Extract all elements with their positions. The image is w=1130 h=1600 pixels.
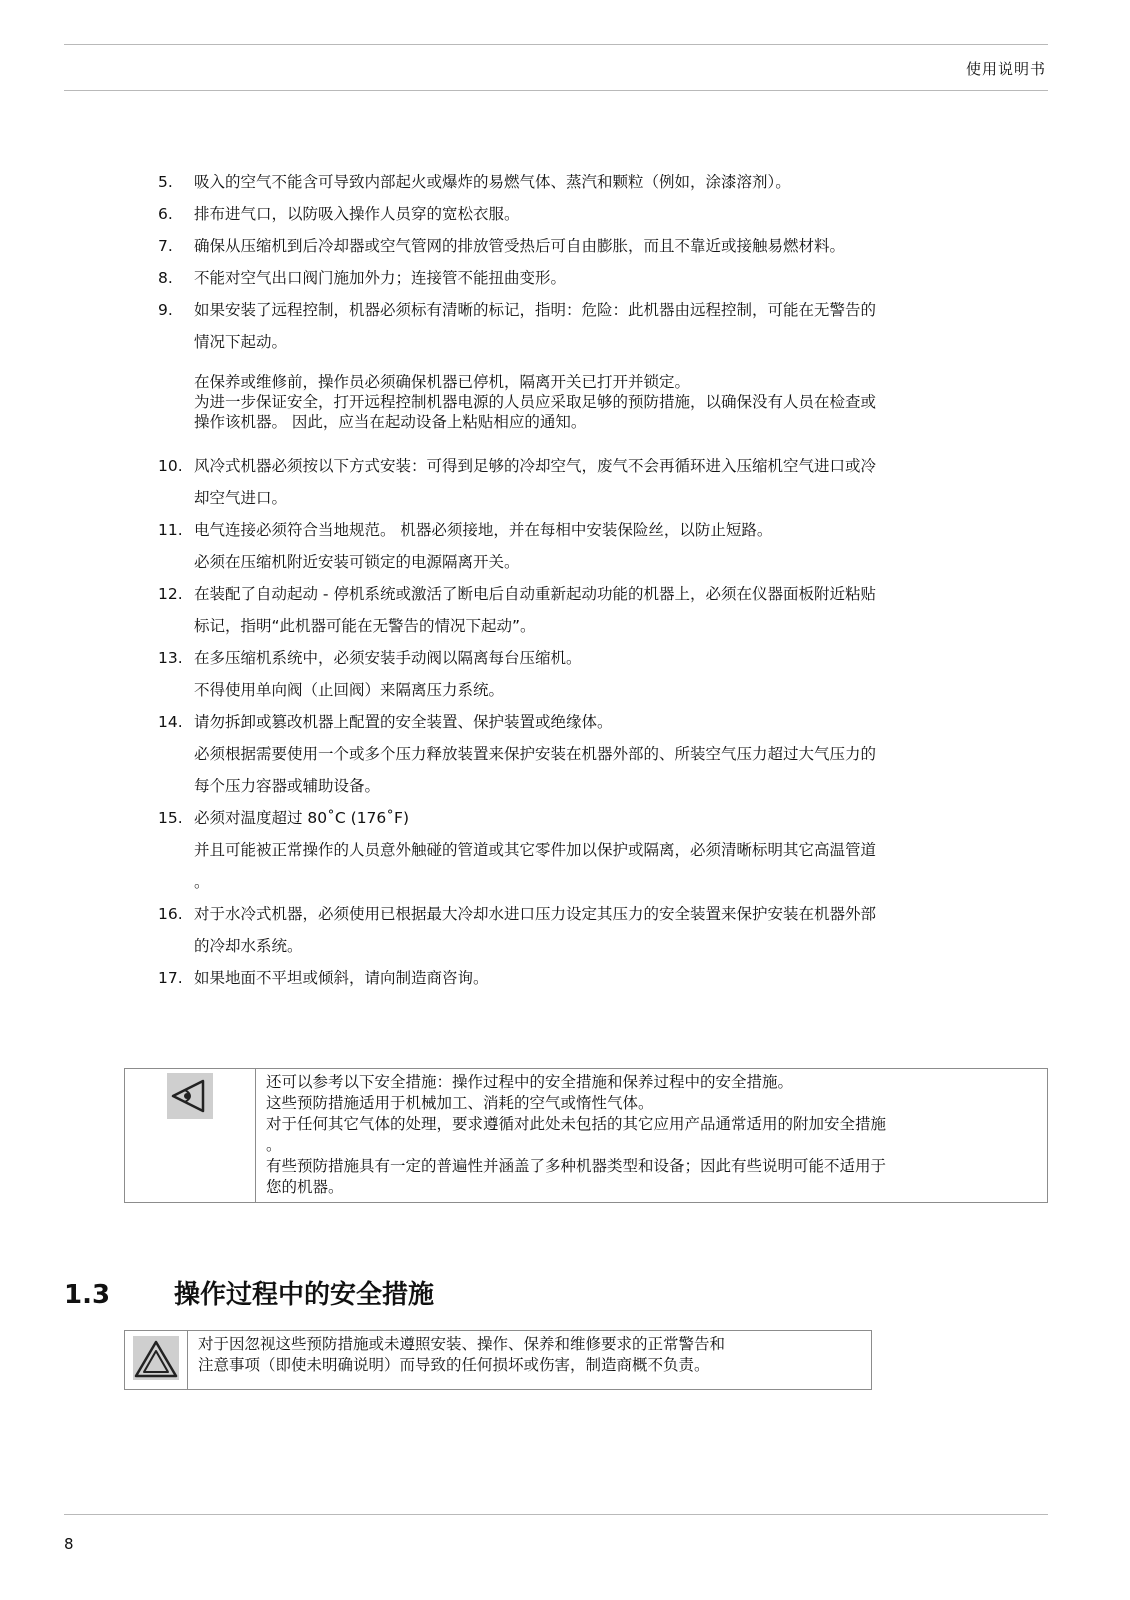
list-item	[158, 166, 1048, 198]
list-item-line: 情况下起动。	[194, 333, 288, 351]
list-item-line: 不能对空气出口阀门施加外力；连接管不能扭曲变形。	[194, 269, 567, 287]
list-item-text	[194, 898, 1048, 962]
header-title: 使用说明书	[965, 60, 1046, 78]
list-item	[158, 642, 1048, 706]
list-item	[158, 578, 1048, 642]
list-item	[158, 802, 1048, 898]
list-item-line: 必须在压缩机附近安装可锁定的电源隔离开关。	[194, 553, 520, 571]
warning-line: 注意事项（即使未明确说明）而导致的任何损坏或伤害，制造商概不负责。	[198, 1356, 710, 1374]
list-item-line: 确保从压缩机到后冷却器或空气管网的排放管受热后可自由膨胀，而且不靠近或接触易燃材料。	[194, 237, 846, 255]
list-item-line: 在多压缩机系统中，必须安装手动阀以隔离每台压缩机。	[194, 649, 582, 667]
list-item-number: 16.	[158, 905, 183, 923]
section-title: 操作过程中的安全措施	[174, 1280, 435, 1310]
list-item-number: 15.	[158, 809, 183, 827]
list-item-number: 12.	[158, 585, 183, 603]
list-item-number: 9.	[158, 301, 173, 319]
info-text-cell	[256, 1069, 1048, 1203]
list-item	[158, 198, 1048, 230]
list-item-text	[194, 514, 1048, 578]
list-item-number: 5.	[158, 173, 173, 191]
list-item-text	[194, 230, 1048, 262]
list-item-line: 不得使用单向阀（止回阀）来隔离压力系统。	[194, 681, 505, 699]
list-item-number: 17.	[158, 969, 183, 987]
section-heading	[64, 1274, 434, 1311]
list-part-1	[158, 166, 1048, 358]
list-item-number: 13.	[158, 649, 183, 667]
list-part-2	[158, 450, 1048, 994]
info-line: 对于任何其它气体的处理，要求遵循对此处未包括的其它应用产品通常适用的附加安全措施	[266, 1115, 887, 1133]
list-item-number: 7.	[158, 237, 173, 255]
list-item-line: 必须对温度超过 80˚C (176˚F)	[194, 809, 409, 827]
list-item-text	[194, 166, 1048, 198]
list-item-text	[194, 450, 1048, 514]
warning-triangle-icon	[125, 1331, 187, 1385]
list-item-number: 11.	[158, 521, 183, 539]
liability-warning-box	[124, 1330, 872, 1390]
list-item-number: 6.	[158, 205, 173, 223]
info-line: 还可以参考以下安全措施：操作过程中的安全措施和保养过程中的安全措施。	[266, 1073, 794, 1091]
note-line: 在保养或维修前，操作员必须确保机器已停机，隔离开关已打开并锁定。	[194, 373, 691, 391]
list-item-line: 如果地面不平坦或倾斜，请向制造商咨询。	[194, 969, 489, 987]
list-item-text	[194, 706, 1048, 802]
list-item	[158, 262, 1048, 294]
note-line: 操作该机器。 因此，应当在起动设备上粘贴相应的通知。	[194, 413, 587, 431]
list-item-line: 如果安装了远程控制，机器必须标有清晰的标记，指明：危险：此机器由远程控制，可能在无警告的	[194, 301, 877, 319]
list-item-text	[194, 962, 1048, 994]
warning-line: 对于因忽视这些预防措施或未遵照安装、操作、保养和维修要求的正常警告和	[198, 1335, 726, 1353]
header-bottom-rule	[64, 90, 1048, 91]
list-item-line: 却空气进口。	[194, 489, 288, 507]
list-item-line: 标记，指明“此机器可能在无警告的情况下起动”。	[194, 617, 536, 635]
list-item-line: 风冷式机器必须按以下方式安装：可得到足够的冷却空气，废气不会再循环进入压缩机空气进口或冷	[194, 457, 877, 475]
info-line: 。	[266, 1136, 282, 1154]
list-item-text	[194, 262, 1048, 294]
info-line: 您的机器。	[266, 1178, 344, 1196]
list-item-line: 。	[194, 873, 210, 891]
info-line: 这些预防措施适用于机械加工、消耗的空气或惰性气体。	[266, 1094, 654, 1112]
warning-text-cell	[188, 1331, 872, 1390]
page-number: 8	[64, 1535, 74, 1553]
list-item-line: 请勿拆卸或篡改机器上配置的安全装置、保护装置或绝缘体。	[194, 713, 613, 731]
list-item-text	[194, 802, 1048, 898]
footer-rule	[64, 1514, 1048, 1515]
list-item-number: 8.	[158, 269, 173, 287]
header-top-rule	[64, 44, 1048, 45]
list-item-text	[194, 198, 1048, 230]
list-item-line: 在装配了自动起动 - 停机系统或激活了断电后自动重新起动功能的机器上，必须在仪器面板附近粘贴	[194, 585, 876, 603]
instruction-list	[158, 166, 1048, 994]
list-item-line: 对于水冷式机器，必须使用已根据最大冷却水进口压力设定其压力的安全装置来保护安装在机器外部	[194, 905, 877, 923]
list-item-line: 并且可能被正常操作的人员意外触碰的管道或其它零件加以保护或隔离，必须清晰标明其它高温管道	[194, 841, 877, 859]
warning-icon-cell	[125, 1331, 188, 1390]
list-item-line: 排布进气口，以防吸入操作人员穿的宽松衣服。	[194, 205, 520, 223]
lockout-note	[194, 372, 1048, 432]
info-icon-cell	[125, 1069, 256, 1203]
list-item	[158, 962, 1048, 994]
list-item-line: 吸入的空气不能含可导致内部起火或爆炸的易燃气体、蒸汽和颗粒（例如，涂漆溶剂）。	[194, 173, 791, 191]
list-item-line: 的冷却水系统。	[194, 937, 303, 955]
list-item-number: 10.	[158, 457, 183, 475]
reference-info-box	[124, 1068, 1048, 1203]
list-item-text	[194, 642, 1048, 706]
list-item	[158, 706, 1048, 802]
list-item-line: 每个压力容器或辅助设备。	[194, 777, 381, 795]
list-item	[158, 450, 1048, 514]
list-item	[158, 294, 1048, 358]
list-item-text	[194, 578, 1048, 642]
info-line: 有些预防措施具有一定的普遍性并涵盖了多种机器类型和设备；因此有些说明可能不适用于	[266, 1157, 887, 1175]
list-item-line: 必须根据需要使用一个或多个压力释放装置来保护安装在机器外部的、所装空气压力超过大气压力的	[194, 745, 877, 763]
list-item-line: 电气连接必须符合当地规范。 机器必须接地，并在每相中安装保险丝，以防止短路。	[194, 521, 773, 539]
list-item-number: 14.	[158, 713, 183, 731]
list-item	[158, 898, 1048, 962]
note-line: 为进一步保证安全，打开远程控制机器电源的人员应采取足够的预防措施，以确保没有人员在检查或	[194, 393, 877, 411]
section-number: 1.3	[64, 1280, 111, 1310]
eye-reference-icon	[125, 1069, 255, 1129]
list-item-text	[194, 294, 1048, 358]
list-item	[158, 230, 1048, 262]
list-item	[158, 514, 1048, 578]
